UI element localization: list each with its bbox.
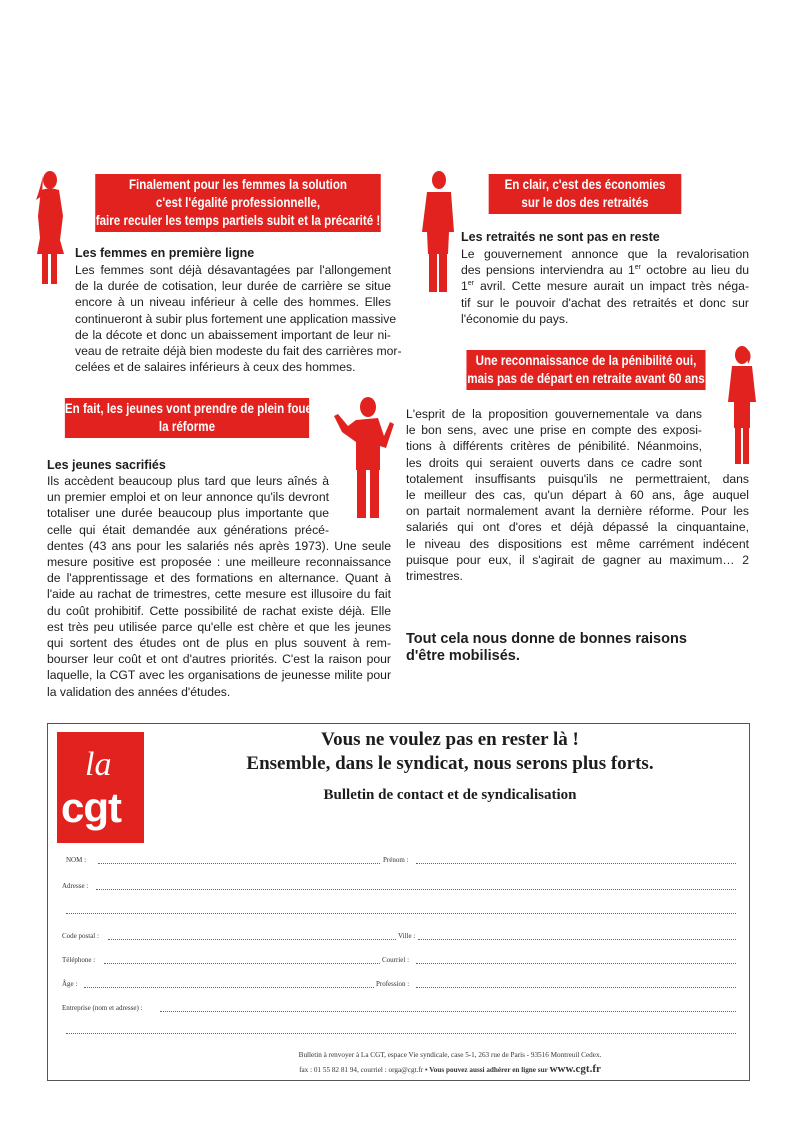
form-title-2: Ensemble, dans le syndicat, nous serons plus forts. [246,753,654,774]
adresse-field-2[interactable] [66,913,736,914]
age-label: Âge : [62,980,78,988]
nom-field[interactable] [98,863,380,864]
retirees-banner: En clair, c'est des économies sur le dos des retraités [489,174,682,214]
retirees-paragraph: Le gouvernement annonce que la revalorisation des pensions interviendra au 1er octobre au lieu du 1er avril. Cette mesure aurait un impact très néga- tif sur le pouvoir d'achat des retraités et donc sur l'économie du pays. [461,247,750,326]
logo-cgt: cgt [61,784,121,831]
logo-la: la [85,746,112,783]
retirees-subtitle: Les retraités ne sont pas en reste [461,230,660,244]
code-postal-field[interactable] [108,939,396,940]
women-paragraph: Les femmes sont déjà désavantagées par l'allongement de la durée de cotisation, leur durée de carrière se situe encore à un niveau inférieur à celle des hommes. Elles continueront à subir plus fortement une application massive de la décote et donc un abaissement important de leur ni- veau de retraite déjà bien modeste du fait des carrières mor- celées et de salaires inférieurs à ceux des hommes. [75,263,402,375]
code-postal-label: Code postal : [62,932,99,940]
hardship-banner: Une reconnaissance de la pénibilité oui, mais pas de départ en retraite avant 60 ans [466,350,705,390]
women-banner: Finalement pour les femmes la solution c'est l'égalité professionnelle, faire reculer les temps partiels subit et la précarité ! [95,174,381,232]
nom-label: NOM : [66,856,87,864]
courriel-label: Courriel : [382,956,410,964]
age-field[interactable] [84,987,374,988]
cgt-logo [57,732,144,843]
women-subtitle: Les femmes en première ligne [75,246,255,260]
woman-figure-icon [30,170,68,288]
prenom-field[interactable] [416,863,736,864]
profession-label: Profession : [376,980,410,988]
adresse-label: Adresse : [62,882,89,890]
membership-form [47,723,750,1081]
ville-label: Ville : [398,932,416,940]
form-footer-address: Bulletin à renvoyer à La CGT, espace Vie syndicale, case 5-1, 263 rue de Paris - 93516 Montreuil Cedex. [298,1051,602,1059]
retiree-figure-icon [418,170,458,295]
entreprise-field-2[interactable] [66,1033,736,1034]
hardship-paragraph: L'esprit de la proposition gouvernementale va dans le bon sens, avec une prise en compte des exposi- tions à différents critères de pénibilité. Néanmoins, les droits qui seraient ouverts dans ce cadre sont totalement insuffisants puisqu'ils ne permettraient, dans le meilleur des cas, qu'un départ à 60 ans, âge auquel on partait normalement avant la dernière réforme. Pour les salariés qui ont d'ores et déjà dépassé la cinquantaine, le niveau des dispositions est même carrément indécent puisque pour eux, il s'agirait de gagner au maximum… 2 trimestres. [406,407,749,584]
youth-subtitle: Les jeunes sacrifiés [47,458,166,472]
ville-field[interactable] [418,939,736,940]
prenom-label: Prénom : [383,856,409,864]
youth-paragraph: Ils accèdent beaucoup plus tard que leurs aînés à un premier emploi et on leur annonce qu'ils devront totaliser une durée beaucoup plus importante que celle qui était demandée aux générations précé- dentes (43 ans pour les salariés nés après 1973). Une seule mesure positive est proposée : une meilleure reconnaissance de l'apprentissage et des formations en alternance. Quant à l'aide au rachat de trimestres, cette mesure est illusoire du fait du coût prohibitif. Cette possibilité de rachat existe déjà. Elle est très peu utilisée parce qu'elle est chère et que les jeunes qui sortent des études ont de plus en plus souvent à rem- bourser leur coût et ont d'autres priorités. C'est la raison pour laquelle, la CGT avec les organisations de jeunesse milite pour la validation des années d'études. [47,474,391,699]
footer-online-text: Vous pouvez aussi adhérer en ligne sur [429,1066,548,1074]
adresse-field-1[interactable] [96,889,736,890]
entreprise-field-1[interactable] [160,1011,736,1012]
telephone-label: Téléphone : [62,956,96,964]
footer-fax-email: fax : 01 55 82 81 94, courriel : orga@cgt.fr [299,1066,424,1074]
telephone-field[interactable] [104,963,380,964]
footer-separator: • [424,1066,428,1074]
form-footer-contact [160,1063,740,1075]
youth-banner: En fait, les jeunes vont prendre de plein fouet la réforme [65,398,309,438]
conclusion: Tout cela nous donne de bonnes raisons d'être mobilisés. [406,631,687,664]
profession-field[interactable] [416,987,736,988]
form-title-1: Vous ne voulez pas en rester là ! [321,729,579,750]
form-subtitle: Bulletin de contact et de syndicalisation [323,787,577,803]
entreprise-label: Entreprise (nom et adresse) : [62,1004,143,1012]
courriel-field[interactable] [416,963,736,964]
footer-url[interactable]: www.cgt.fr [549,1063,601,1075]
